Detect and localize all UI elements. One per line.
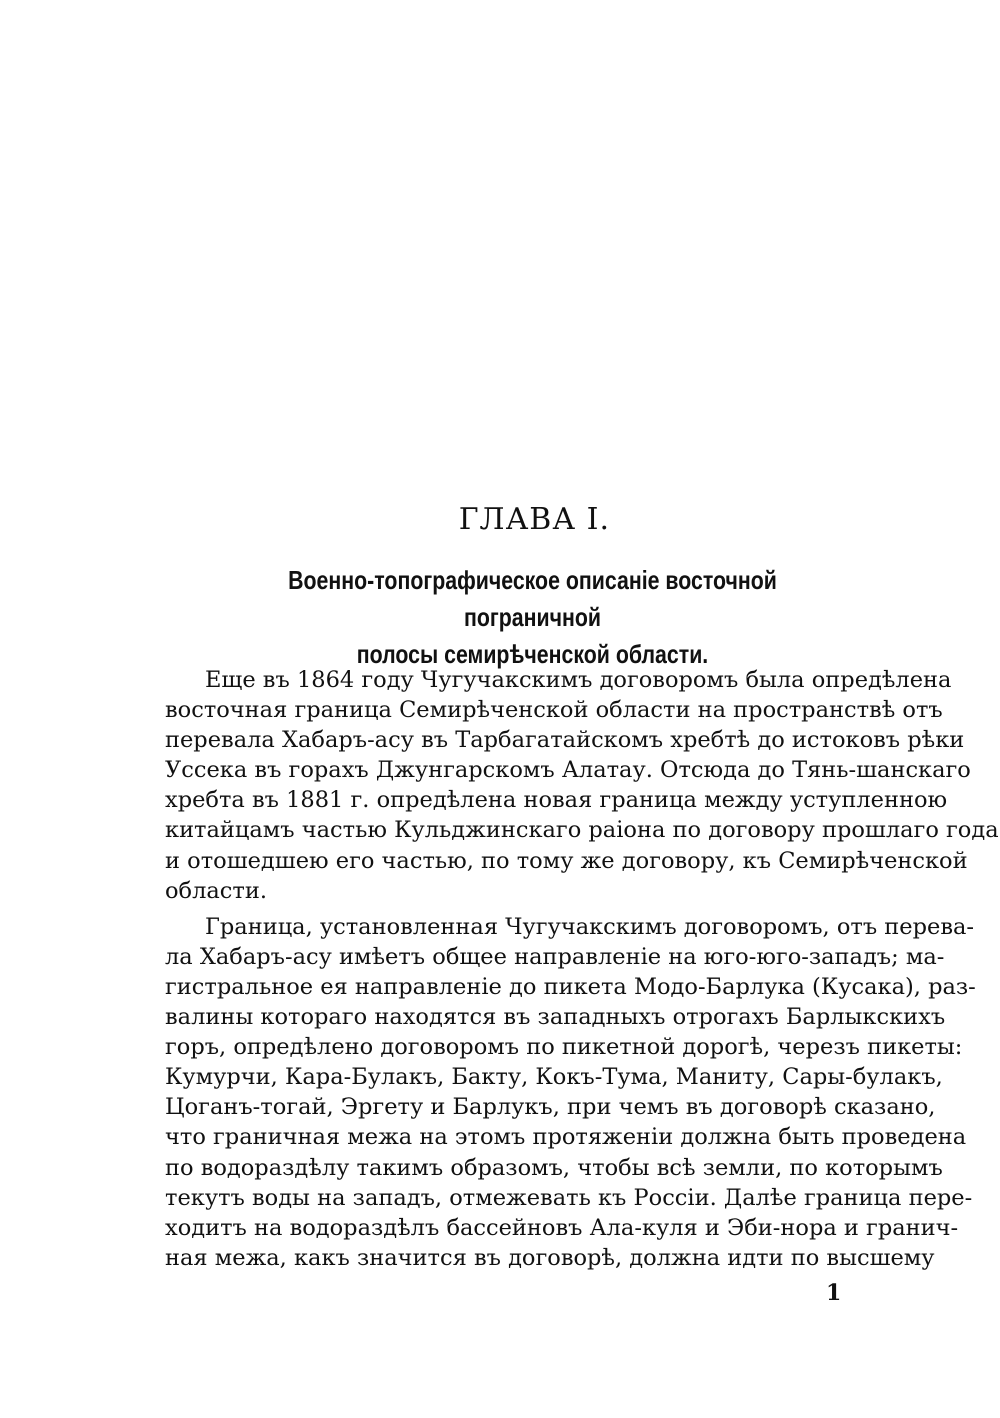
text-line: Уссека въ горахъ Джунгарскомъ Алатау. Отсюда до Тянь-шанскаго [165,757,971,784]
page-number: 1 [826,1280,842,1306]
text-line: ходитъ на водораздѣлъ бассейновъ Ала-куля и Эби-нора и гранич- [165,1214,959,1241]
text-line: ла Хабаръ-асу имѣетъ общее направленіе на юго-юго-западъ; ма- [165,943,945,970]
chapter-subtitle-line: полосы семирѣченской области. [356,639,709,669]
text-line: ная межа, какъ значится въ договорѣ, должна идти по высшему [165,1244,935,1271]
chapter-subtitle [231,562,834,673]
text-line: восточная граница Семирѣченской области на пространствѣ отъ [165,697,943,724]
text-line: по водораздѣлу такимъ образомъ, чтобы всѣ земли, по которымъ [165,1154,943,1181]
text-line: Граница, установленная Чугучакскимъ договоромъ, отъ перева- [205,913,974,940]
text-line: Цоганъ-тогай, Эргету и Барлукъ, при чемъ въ договорѣ сказано, [165,1094,936,1121]
text-line: горъ, опредѣлено договоромъ по пикетной дорогѣ, черезъ пикеты: [165,1034,963,1061]
chapter-subtitle-line: Военно-топографическое описаніе восточной пограничной [288,565,777,632]
text-line: Кумурчи, Кара-Булакъ, Бакту, Кокъ-Тума, Маниту, Сары-булакъ, [165,1064,943,1091]
text-line: области. [165,877,267,904]
text-line: китайцамъ частью Кульджинскаго раіона по договору прошлаго года [165,817,999,844]
text-line: перевала Хабаръ-асу въ Тарбагатайскомъ хребтѣ до истоковъ рѣки [165,727,965,754]
text-line: валины котораго находятся въ западныхъ отрогахъ Барлыкскихъ [165,1004,946,1031]
text-line: текутъ воды на западъ, отмежевать къ Россіи. Далѣе граница пере- [165,1184,973,1211]
chapter-heading: ГЛАВА I. [458,502,610,537]
body-text [165,665,999,1273]
text-line: что граничная межа на этомъ протяженіи должна быть проведена [165,1124,967,1151]
text-line: и отошедшею его частью, по тому же договору, къ Семирѣченской [165,847,968,874]
paragraph-2 [165,912,976,1273]
text-line: гистральное ея направленіе до пикета Модо-Барлука (Кусака), раз- [165,973,976,1000]
paragraph-1 [165,665,999,906]
text-line: Еще въ 1864 году Чугучакскимъ договоромъ была опредѣлена [205,667,952,693]
text-line: хребта въ 1881 г. опредѣлена новая граница между уступленною [165,787,948,814]
